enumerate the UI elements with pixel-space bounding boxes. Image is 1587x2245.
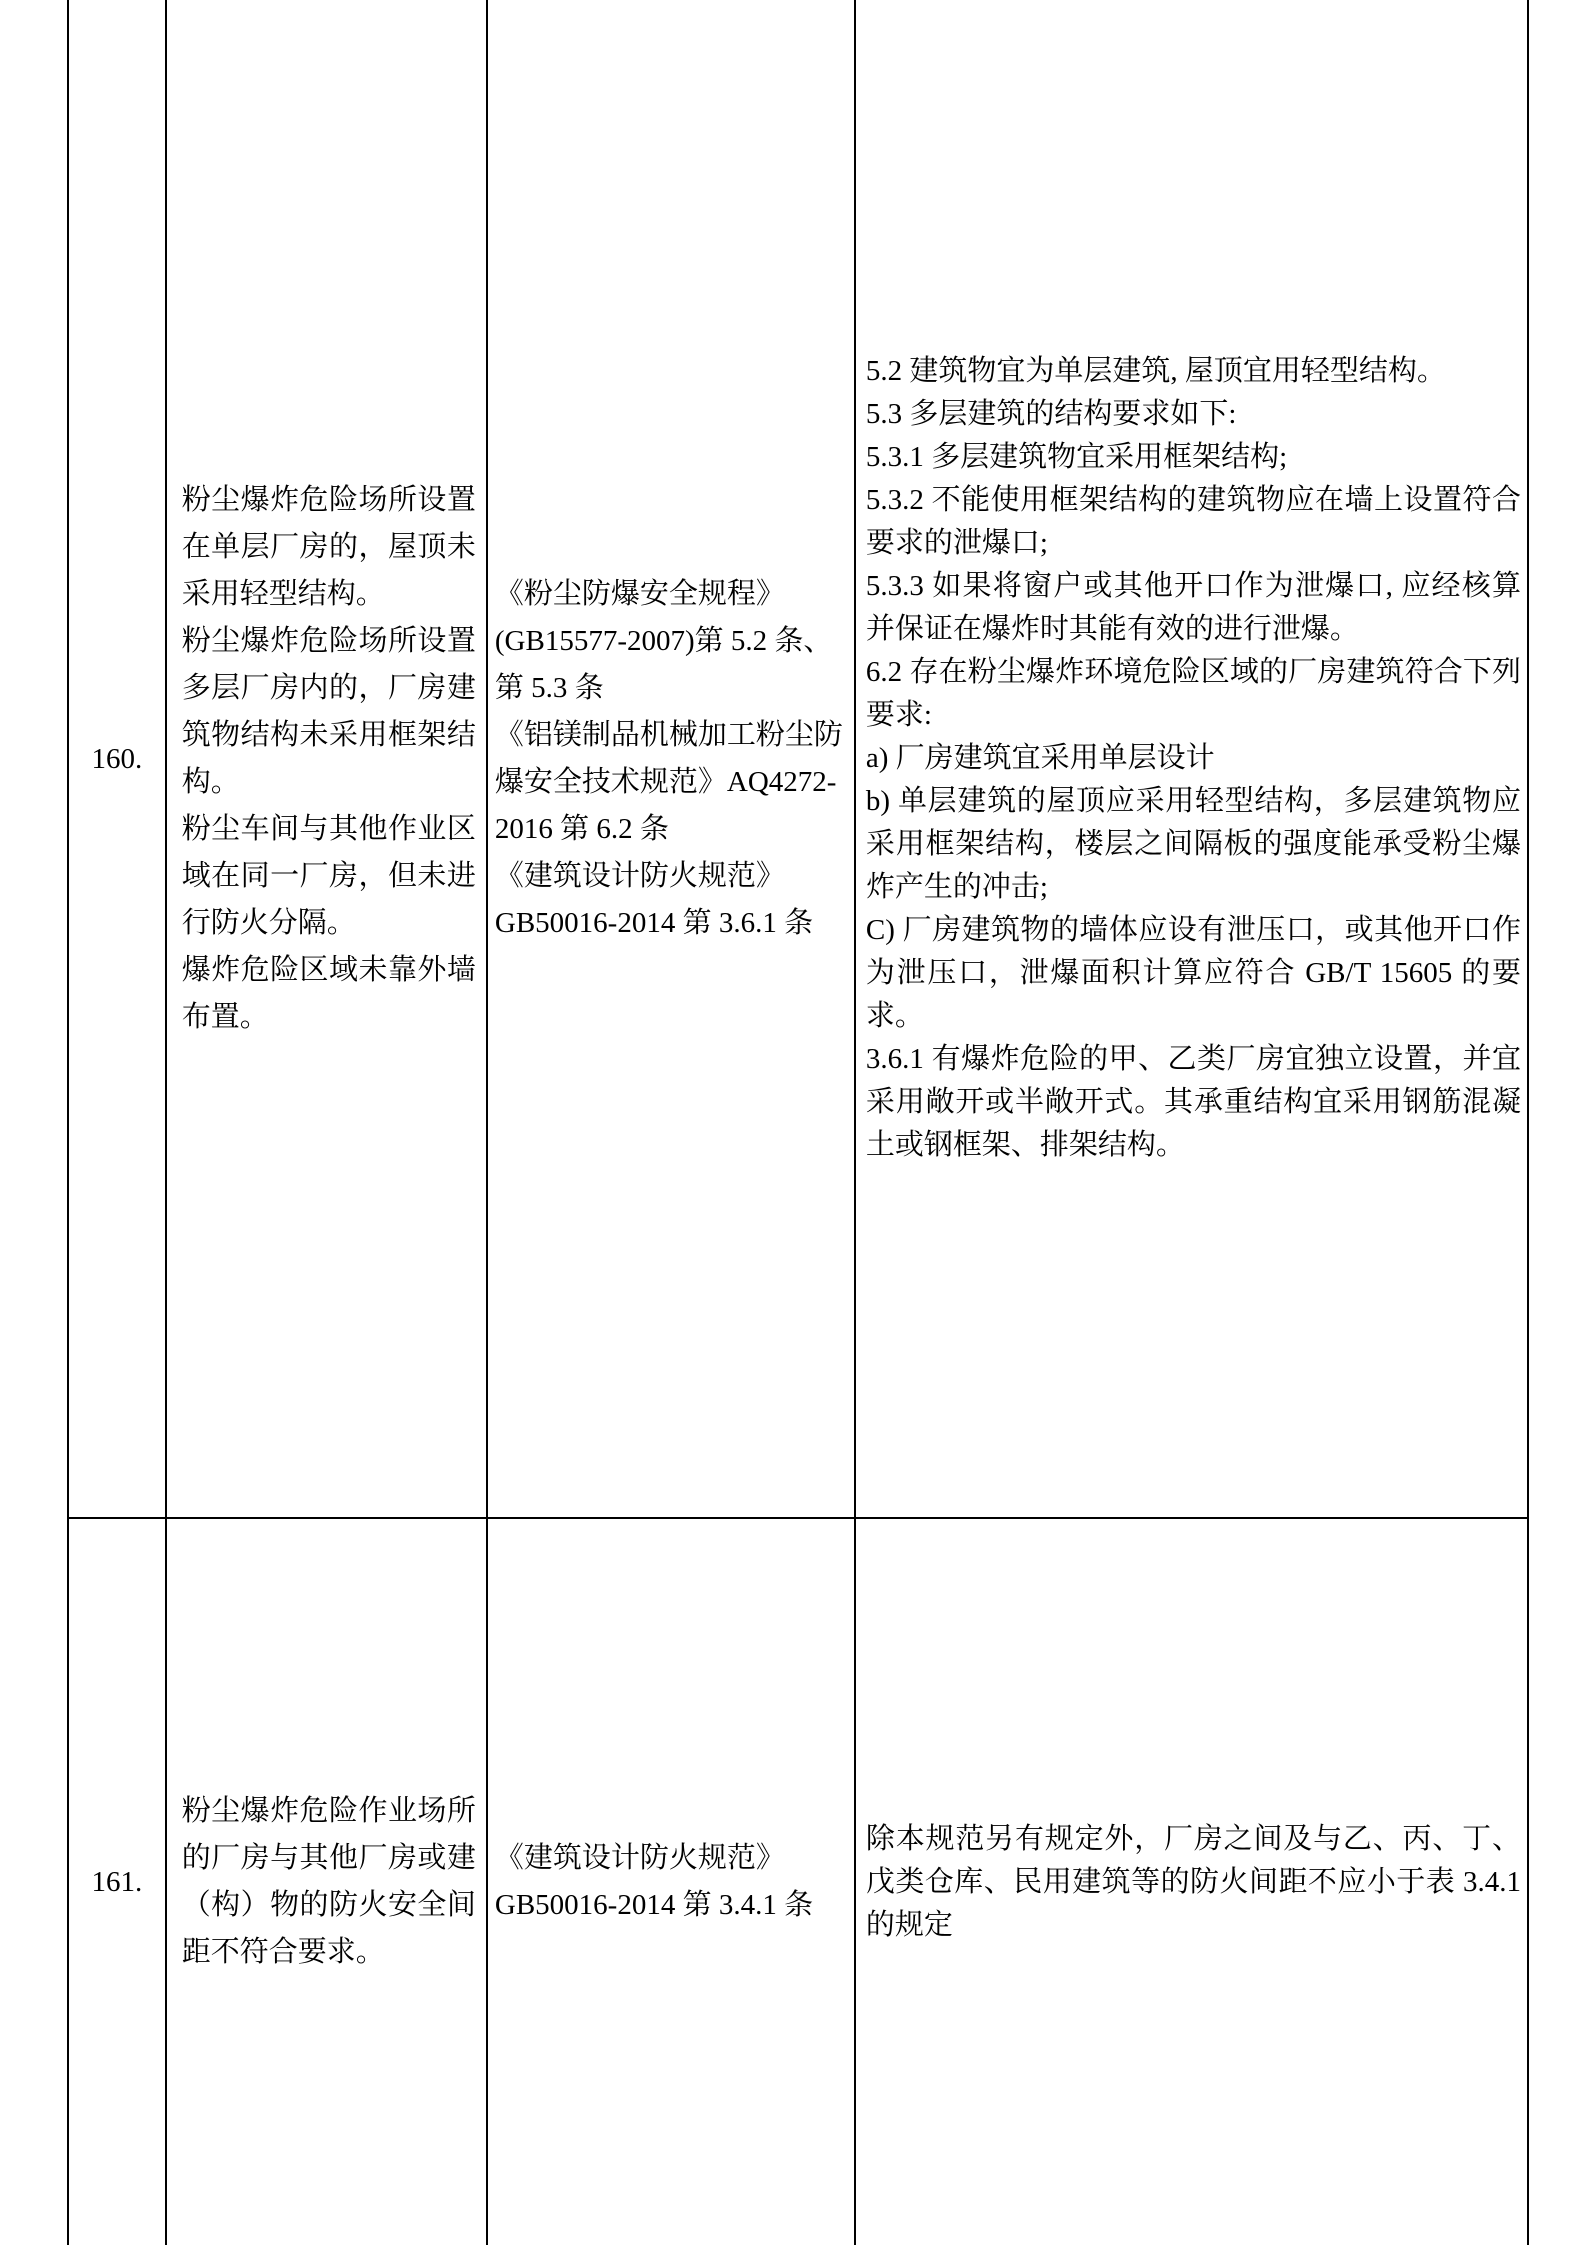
provision-paragraph: 5.3.3 如果将窗户或其他开口作为泄爆口, 应经核算并保证在爆炸时其能有效的进行泄爆。 [865, 570, 1521, 645]
problem-description-cell [167, 0, 488, 1517]
item-number: 160. [91, 742, 143, 775]
problem-paragraph: 粉尘爆炸危险作业场所的厂房与其他厂房或建（构）物的防火安全间距不符合要求。 [181, 1795, 476, 1968]
table-row [69, 0, 1527, 1519]
reference-citation: 《粉尘防爆安全规程》(GB15577-2007)第 5.2 条、第 5.3 条 [494, 577, 833, 704]
provision-paragraph: 除本规范另有规定外，厂房之间及与乙、丙、丁、戊类仓库、民用建筑等的防火间距不应小于表 3.4.1 的规定 [865, 1822, 1521, 1941]
item-number-cell [69, 1519, 167, 2245]
regulation-text-cell [856, 1519, 1527, 2245]
provision-paragraph: C) 厂房建筑物的墙体应设有泄压口，或其他开口作为泄压口，泄爆面积计算应符合 GB/T 15605 的要求。 [865, 914, 1521, 1032]
problem-paragraph: 粉尘爆炸危险场所设置在单层厂房的，屋顶未采用轻型结构。 [181, 483, 476, 610]
inspection-items-table [67, 0, 1529, 2245]
provision-paragraph: 5.2 建筑物宜为单层建筑, 屋顶宜用轻型结构。 [865, 355, 1446, 387]
provision-paragraph: 3.6.1 有爆炸危险的甲、乙类厂房宜独立设置，并宜采用敞开或半敞开式。其承重结构宜采用钢筋混凝土或钢框架、排架结构。 [865, 1043, 1521, 1161]
provision-paragraph: 6.2 存在粉尘爆炸环境危险区域的厂房建筑符合下列要求: [865, 656, 1521, 731]
problem-description-cell [167, 1519, 488, 2245]
problem-paragraph: 粉尘车间与其他作业区域在同一厂房，但未进行防火分隔。 [181, 812, 476, 939]
table-row [69, 1519, 1527, 2245]
regulation-reference-cell [488, 0, 856, 1517]
provision-paragraph: 5.3.1 多层建筑物宜采用框架结构; [865, 441, 1288, 473]
problem-paragraph: 爆炸危险区域未靠外墙布置。 [181, 953, 476, 1033]
item-number: 161. [91, 1866, 143, 1898]
provision-paragraph: a) 厂房建筑宜采用单层设计 [865, 742, 1215, 774]
regulation-reference-cell [488, 1519, 856, 2245]
provision-paragraph: b) 单层建筑的屋顶应采用轻型结构，多层建筑物应采用框架结构，楼层之间隔板的强度能承受粉尘爆炸产生的冲击; [865, 785, 1521, 903]
reference-citation: 《铝镁制品机械加工粉尘防爆安全技术规范》AQ4272-2016 第 6.2 条 [494, 718, 843, 845]
regulation-text-cell [856, 0, 1527, 1517]
provision-paragraph: 5.3 多层建筑的结构要求如下: [865, 398, 1237, 430]
reference-citation: 《建筑设计防火规范》GB50016-2014 第 3.4.1 条 [494, 1842, 814, 1921]
reference-citation: 《建筑设计防火规范》GB50016-2014 第 3.6.1 条 [494, 859, 814, 939]
provision-paragraph: 5.3.2 不能使用框架结构的建筑物应在墙上设置符合要求的泄爆口; [865, 484, 1521, 559]
problem-paragraph: 粉尘爆炸危险场所设置多层厂房内的，厂房建筑物结构未采用框架结构。 [181, 624, 476, 798]
item-number-cell [69, 0, 167, 1517]
